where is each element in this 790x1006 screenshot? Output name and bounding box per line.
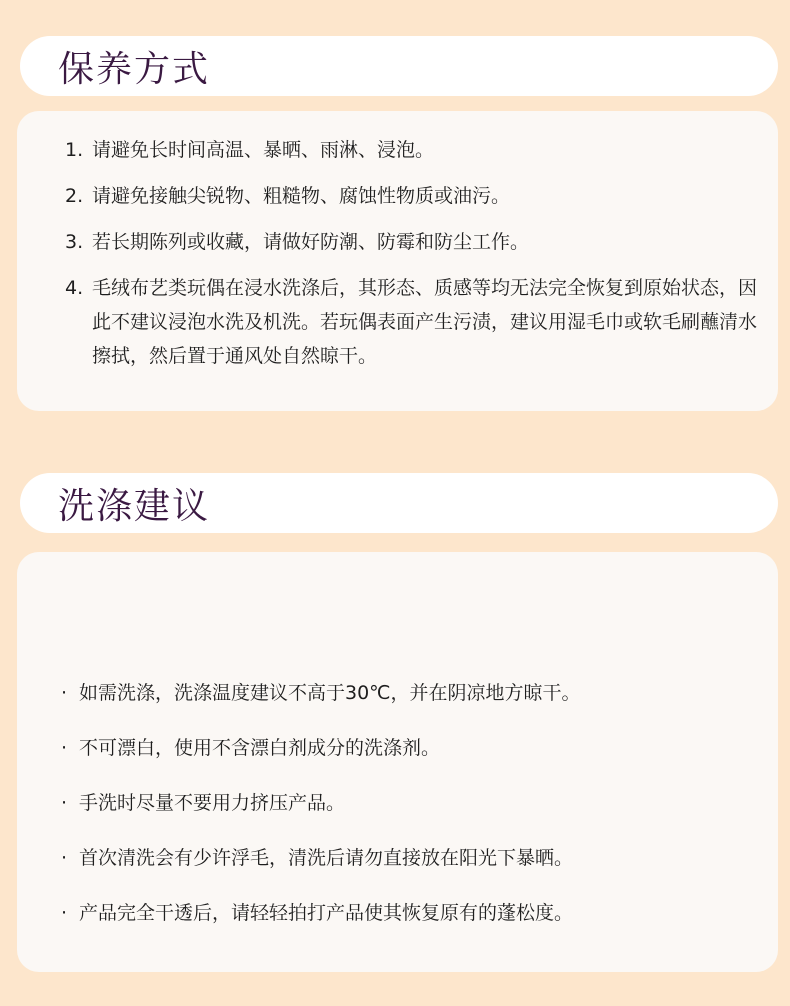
care-section-title: 保养方式 [58,48,211,90]
washing-item-text: 手洗时尽量不要用力挤压产品。 [79,792,346,814]
washing-section-title: 洗涤建议 [58,485,211,527]
washing-item [61,841,758,875]
washing-item-text: 不可漂白，使用不含漂白剂成分的洗涤剂。 [79,737,441,759]
washing-list [61,676,758,930]
care-section-header [20,36,778,96]
care-item [65,271,758,373]
care-item-text: 请避免接触尖锐物、粗糙物、腐蚀性物质或油污。 [92,185,511,207]
care-list [65,133,758,373]
bullet-icon: · [61,847,68,869]
care-item-text: 毛绒布艺类玩偶在浸水洗涤后，其形态、质感等均无法完全恢复到原始状态，因此不建议浸泡水洗及机洗。若玩偶表面产生污渍，建议用湿毛巾或软毛刷蘸清水擦拭，然后置于通风处自然晾干。 [92,277,758,367]
care-item-number: 4. [65,277,84,299]
care-item-number: 2. [65,185,84,207]
bullet-icon: · [61,902,68,924]
washing-item [61,676,758,710]
care-card [17,111,778,411]
bullet-icon: · [61,737,68,759]
care-item [65,179,758,213]
care-item [65,225,758,259]
bullet-icon: · [61,792,68,814]
washing-section-header [20,473,778,533]
care-item [65,133,758,167]
washing-card [17,552,778,972]
care-item-text: 请避免长时间高温、暴晒、雨淋、浸泡。 [92,139,435,161]
washing-item [61,896,758,930]
care-item-number: 3. [65,231,84,253]
washing-item [61,786,758,820]
washing-item [61,731,758,765]
care-item-number: 1. [65,139,84,161]
bullet-icon: · [61,682,68,704]
care-item-text: 若长期陈列或收藏，请做好防潮、防霉和防尘工作。 [92,231,530,253]
washing-item-text: 产品完全干透后，请轻轻拍打产品使其恢复原有的蓬松度。 [79,902,574,924]
washing-item-text: 如需洗涤，洗涤温度建议不高于30℃，并在阴凉地方晾干。 [79,682,581,704]
washing-item-text: 首次清洗会有少许浮毛，清洗后请勿直接放在阳光下暴晒。 [79,847,574,869]
